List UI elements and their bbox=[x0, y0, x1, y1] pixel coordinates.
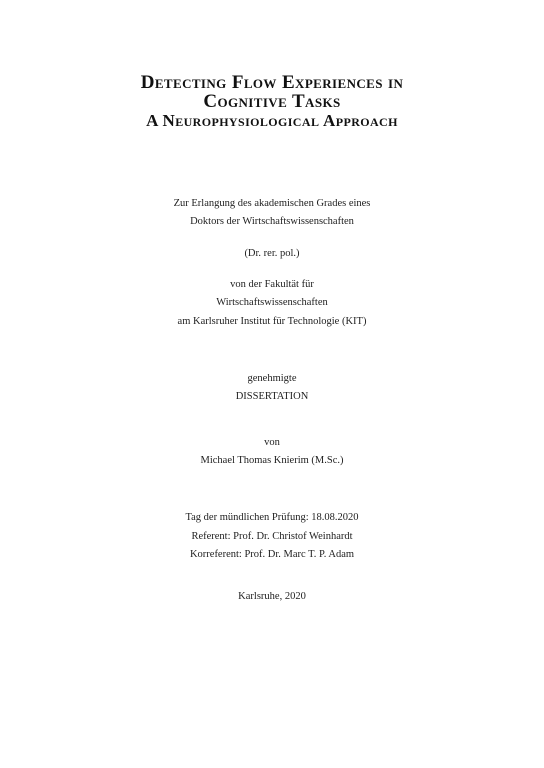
dissertation-label: DISSERTATION bbox=[235, 391, 309, 402]
faculty-line-3: am Karlsruher Institut für Technologie (KIT) bbox=[177, 316, 367, 327]
place-date: Karlsruhe, 2020 bbox=[238, 591, 306, 602]
approval-line-1: genehmigte bbox=[247, 373, 297, 384]
purpose-line-1: Zur Erlangung des akademischen Grades eines bbox=[173, 198, 371, 209]
author-name: Michael Thomas Knierim (M.Sc.) bbox=[200, 455, 344, 466]
subtitle: A Neurophysiological Approach bbox=[146, 111, 398, 130]
title-line-1: Detecting Flow Experiences in bbox=[140, 72, 404, 93]
author-by: von bbox=[264, 437, 280, 448]
referee: Referent: Prof. Dr. Christof Weinhardt bbox=[191, 531, 353, 542]
exam-date: Tag der mündlichen Prüfung: 18.08.2020 bbox=[185, 512, 359, 523]
faculty-line-2: Wirtschaftswissenschaften bbox=[216, 297, 328, 308]
coreferee: Korreferent: Prof. Dr. Marc T. P. Adam bbox=[189, 549, 355, 560]
faculty-line-1: von der Fakultät für bbox=[230, 279, 314, 290]
title-line-2: Cognitive Tasks bbox=[203, 91, 341, 112]
degree-label: (Dr. rer. pol.) bbox=[244, 248, 300, 259]
purpose-line-2: Doktors der Wirtschaftswissenschaften bbox=[190, 216, 354, 227]
